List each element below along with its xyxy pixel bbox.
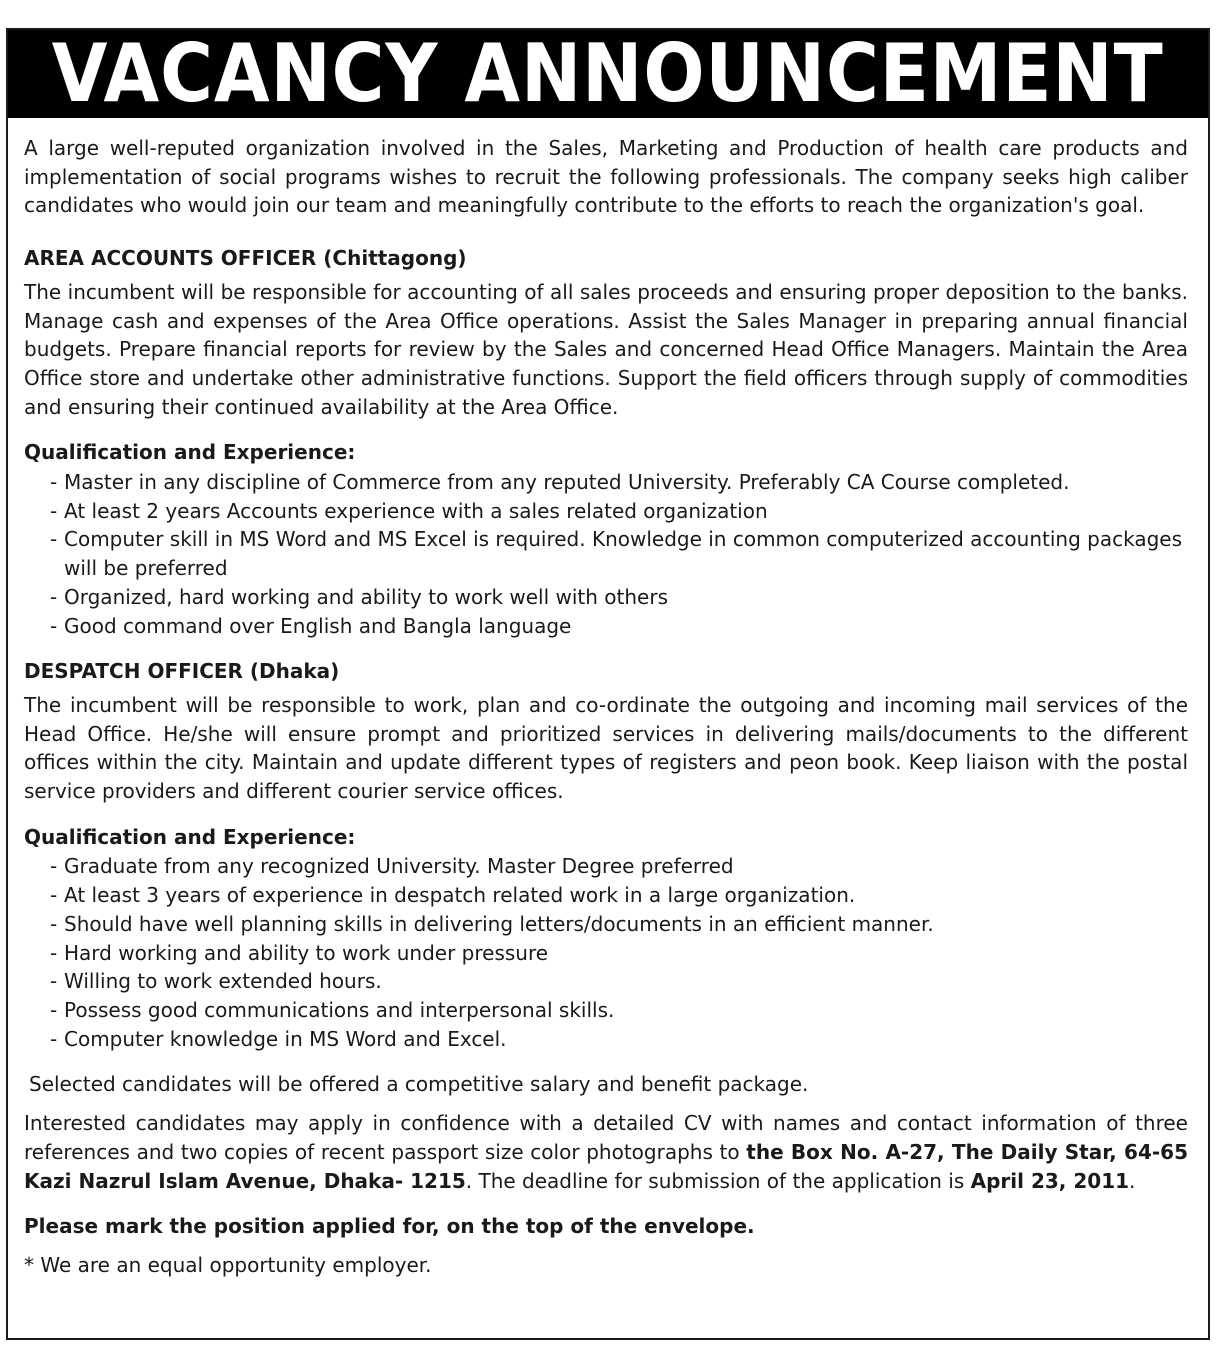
qualification-heading: Qualification and Experience: (24, 824, 356, 849)
list-item: - Willing to work extended hours. (64, 967, 1188, 996)
position-title: AREA ACCOUNTS OFFICER (Chittagong) (24, 246, 467, 271)
position-description: The incumbent will be responsible to work, plan and co-ordinate the outgoing and incoming mail services of the Head Office. He/she will ensure prompt and prioritized services in delivering mails/documents to the different offices within the city. Maintain and update different types of registers and peon book. Keep liaison with the postal service providers and different courier service offices. (24, 692, 1188, 804)
apply-text-2: . The deadline for submission of the application is (465, 1168, 971, 1193)
list-item: - Graduate from any recognized University. Master Degree preferred (64, 852, 1188, 881)
intro-paragraph: A large well-reputed organization involved in the Sales, Marketing and Production of health care products and implementation of social programs wishes to recruit the following professionals. The company seeks high caliber candidates who would join our team and meaningfully contribute to the efforts to reach the organization's goal. (24, 136, 1188, 218)
qualification-list (24, 852, 1188, 1053)
list-item: - Computer skill in MS Word and MS Excel is required. Knowledge in common computerized accounting packages will be preferred (64, 525, 1188, 582)
qualification-heading: Qualification and Experience: (24, 440, 356, 465)
list-item: - Good command over English and Bangla language (64, 612, 1188, 641)
list-item: - Possess good communications and interpersonal skills. (64, 996, 1188, 1025)
title-banner (8, 27, 1208, 120)
application-instructions (24, 1109, 1188, 1195)
apply-text-1: Interested candidates may apply in confidence with a detailed CV with names and contact information of three references and two copies of recent passport size color photographs to (24, 1111, 1188, 1164)
list-item: - Organized, hard working and ability to work well with others (64, 583, 1188, 612)
announcement-frame (6, 28, 1210, 1340)
apply-address: the Box No. A-27, The Daily Star, 64-65 Kazi Nazrul Islam Avenue, Dhaka- 1215 (24, 1139, 1188, 1193)
apply-deadline: April 23, 2011 (970, 1168, 1130, 1193)
equal-opportunity-note: * We are an equal opportunity employer. (24, 1252, 432, 1277)
position-description: The incumbent will be responsible for accounting of all sales proceeds and ensuring proper deposition to the banks. Manage cash and expenses of the Area Office operations. Assist the Sales Manager in preparing annual financial budgets. Prepare financial reports for review by the Sales and concerned Head Office Managers. Maintain the Area Office store and undertake other administrative functions. Support the field officers through supply of commodities and ensuring their continued availability at the Area Office. (24, 279, 1188, 419)
list-item: - At least 3 years of experience in despatch related work in a large organization. (64, 881, 1188, 910)
apply-text-3: . (1129, 1168, 1136, 1193)
announcement-body (8, 118, 1208, 1280)
position-area-accounts-officer (24, 244, 1188, 640)
position-title: DESPATCH OFFICER (Dhaka) (24, 659, 340, 684)
list-item: - Master in any discipline of Commerce from any reputed University. Preferably CA Course completed. (64, 468, 1188, 497)
list-item: - Should have well planning skills in delivering letters/documents in an efficient manner. (64, 910, 1188, 939)
envelope-note: Please mark the position applied for, on the top of the envelope. (24, 1214, 755, 1239)
list-item: - Hard working and ability to work under pressure (64, 939, 1188, 968)
list-item: - At least 2 years Accounts experience with a sales related organization (64, 497, 1188, 526)
announcement-title: VACANCY ANNOUNCEMENT (52, 27, 1164, 120)
list-item: - Computer knowledge in MS Word and Excel. (64, 1025, 1188, 1054)
position-despatch-officer (24, 657, 1188, 1053)
offer-note: Selected candidates will be offered a competitive salary and benefit package. (29, 1072, 809, 1097)
qualification-list (24, 468, 1188, 640)
